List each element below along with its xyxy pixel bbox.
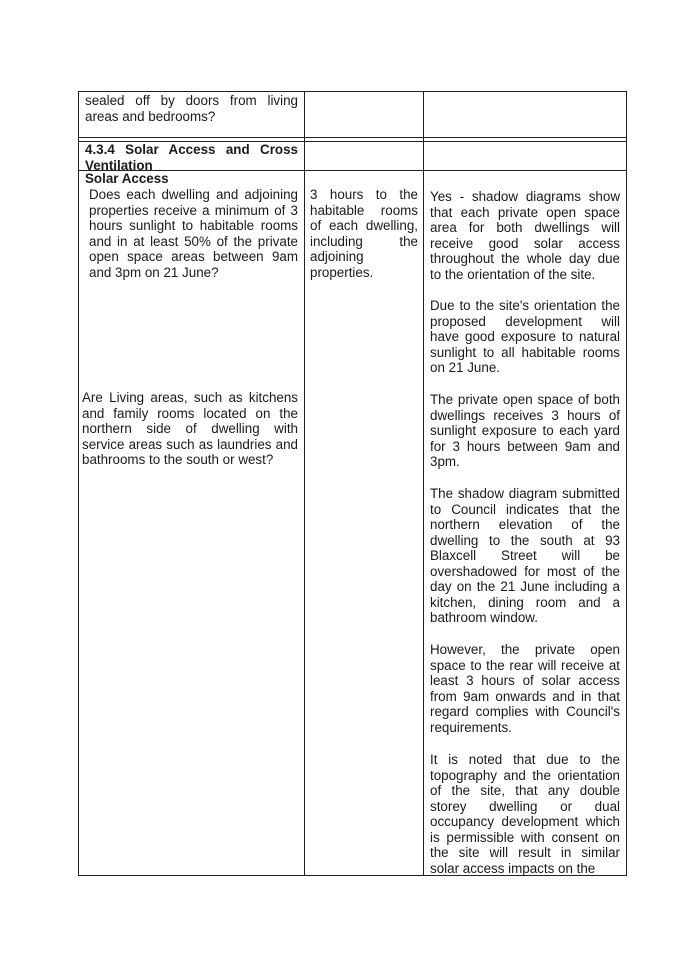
question-sunlight: Does each dwelling and adjoining properties receive a minimum of 3 hours sunlight to habitable rooms and in at least 50% of the private open space areas between 9am and 3pm on 21 June?	[89, 187, 298, 280]
comment-paragraph-6: It is noted that due to the topography and the orientation of the site, that any double storey dwelling or dual occupancy development which is permissible with consent on the site will result in similar solar access impacts on the	[430, 752, 620, 876]
section-heading: 4.3.4 Solar Access and Cross Ventilation	[85, 142, 298, 173]
column-divider-2	[423, 91, 424, 876]
row-divider-1	[78, 137, 627, 138]
table-border-top	[78, 91, 627, 92]
question-living-areas: Are Living areas, such as kitchens and family rooms located on the northern side of dwelling with service areas such as laundries and bathrooms to the south or west?	[82, 390, 298, 467]
subheading-solar-access: Solar Access	[85, 171, 169, 186]
comment-paragraph-4: The shadow diagram submitted to Council indicates that the northern elevation of the dwelling to the south at 93 Blaxcell Street will be overshadowed for most of the day on the 21 June including a kitchen, dining room and a bathroom window.	[430, 486, 620, 625]
column-divider-1	[304, 91, 305, 876]
comment-paragraph-5: However, the private open space to the rear will receive at least 3 hours of solar access from 9am onwards and in that regard complies with Council's requirements.	[430, 642, 620, 735]
standard-requirement: 3 hours to the habitable rooms of each dwelling, including the adjoining properties.	[310, 187, 418, 280]
top-left-cell-text: sealed off by doors from living areas and bedrooms?	[85, 93, 298, 124]
comment-paragraph-1: Yes - shadow diagrams show that each private open space area for both dwellings will receive good solar access throughout the whole day due to the orientation of the site.	[430, 189, 620, 282]
comment-paragraph-2: Due to the site's orientation the proposed development will have good exposure to natural sunlight to all habitable rooms on 21 June.	[430, 298, 620, 375]
comment-paragraph-3: The private open space of both dwellings receives 3 hours of sunlight exposure to each yard for 3 hours between 9am and 3pm.	[430, 392, 620, 469]
table-border-left	[78, 91, 79, 876]
table-border-right	[626, 91, 627, 876]
